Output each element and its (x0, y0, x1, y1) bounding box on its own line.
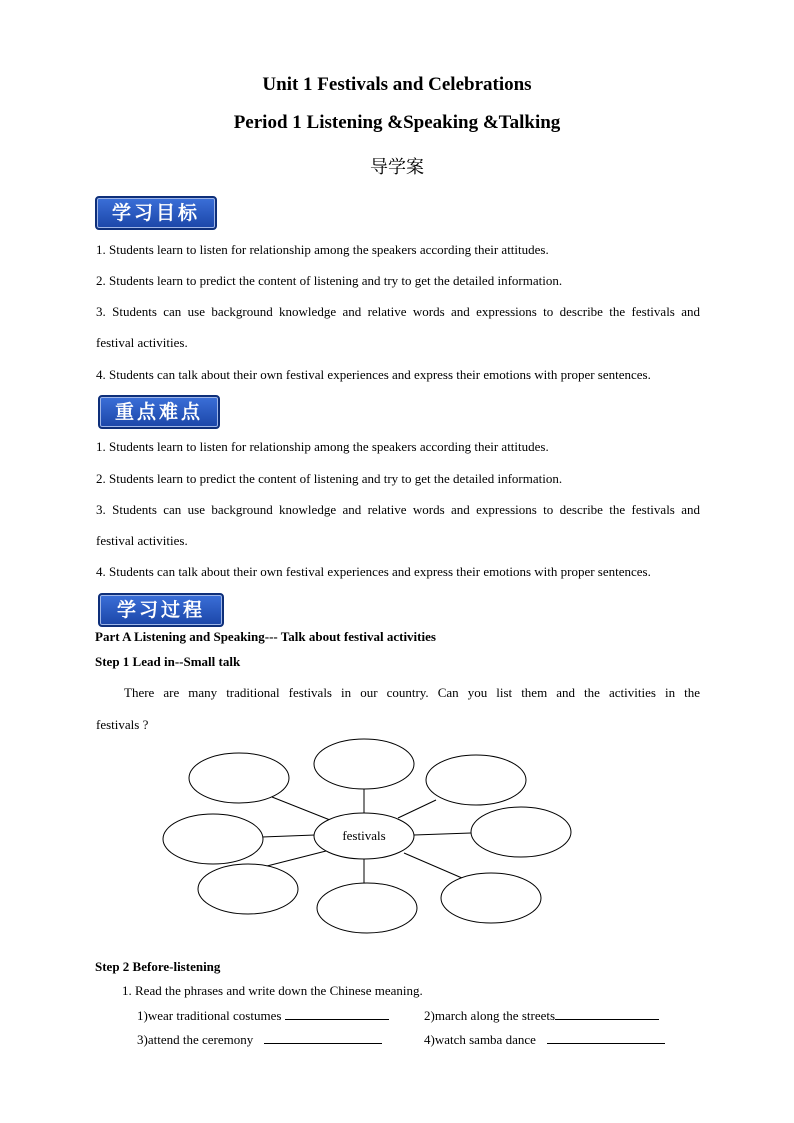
center-bubble-label: festivals (342, 828, 386, 843)
phrase-2-answer-blank[interactable] (555, 1007, 659, 1020)
step2-instruction: 1. Read the phrases and write down the Chinese meaning. (122, 983, 423, 998)
key-point-item-4: 4. Students can talk about their own festival experiences and express their emotions with proper sentences. (96, 564, 651, 579)
period-title: Period 1 Listening &Speaking &Talking (233, 112, 561, 133)
objectives-badge: 学习目标 (95, 196, 217, 230)
blank-bubble-top-right (426, 755, 526, 805)
process-badge: 学习过程 (98, 593, 224, 627)
step2-heading: Step 2 Before-listening (95, 959, 221, 974)
connector-left (262, 835, 315, 837)
blank-bubble-left (163, 814, 263, 864)
key-point-item-2: 2. Students learn to predict the content of listening and try to get the detailed information. (96, 471, 563, 486)
key-points-badge: 重点难点 (98, 395, 220, 429)
unit-title: Unit 1 Festivals and Celebrations (262, 74, 532, 95)
phrase-row-1-left (137, 1007, 417, 1024)
guide-title: 导学案 (370, 157, 424, 178)
phrase-2: 2)march along the streets (424, 1008, 556, 1023)
blank-bubble-bottom (317, 883, 417, 933)
blank-bubble-bottom-right (441, 873, 541, 923)
blank-bubble-bottom-left (198, 864, 298, 914)
blank-bubble-right (471, 807, 571, 857)
step1-text-line2: festivals ? (96, 717, 149, 732)
phrase-4: 4)watch samba dance (424, 1032, 536, 1047)
key-point-item-3: 3. Students can use background knowledge and relative words and expressions to describe the festivals and (96, 502, 700, 517)
objective-item-3-cont: festival activities. (96, 335, 188, 350)
objective-item-4: 4. Students can talk about their own festival experiences and express their emotions with proper sentences. (96, 367, 651, 382)
connector-bottom-left (267, 851, 326, 866)
part-a-heading: Part A Listening and Speaking--- Talk about festival activities (95, 629, 436, 644)
phrase-row-1-right (424, 1007, 694, 1024)
phrase-4-answer-blank[interactable] (547, 1031, 665, 1044)
objective-item-3: 3. Students can use background knowledge and relative words and expressions to describe the festivals and (96, 304, 700, 319)
objective-item-1: 1. Students learn to listen for relationship among the speakers according their attitudes. (96, 242, 549, 257)
key-point-item-1: 1. Students learn to listen for relationship among the speakers according their attitudes. (96, 439, 549, 454)
step1-text-line1: There are many traditional festivals in our country. Can you list them and the activities in the (124, 685, 700, 700)
connector-top-right (398, 800, 436, 818)
phrase-row-2-left (137, 1031, 417, 1048)
phrase-row-2-right (424, 1031, 694, 1048)
key-point-item-3-cont: festival activities. (96, 533, 188, 548)
phrase-1-answer-blank[interactable] (285, 1007, 389, 1020)
step1-heading: Step 1 Lead in--Small talk (95, 654, 241, 669)
phrase-3-answer-blank[interactable] (264, 1031, 382, 1044)
connector-right (414, 833, 471, 835)
blank-bubble-top (314, 739, 414, 789)
phrase-1: 1)wear traditional costumes (137, 1008, 282, 1023)
blank-bubble-top-left (189, 753, 289, 803)
connector-top-left (272, 797, 330, 820)
objective-item-2: 2. Students learn to predict the content of listening and try to get the detailed information. (96, 273, 563, 288)
connector-bottom-right (404, 853, 462, 878)
phrase-3: 3)attend the ceremony (137, 1032, 254, 1047)
